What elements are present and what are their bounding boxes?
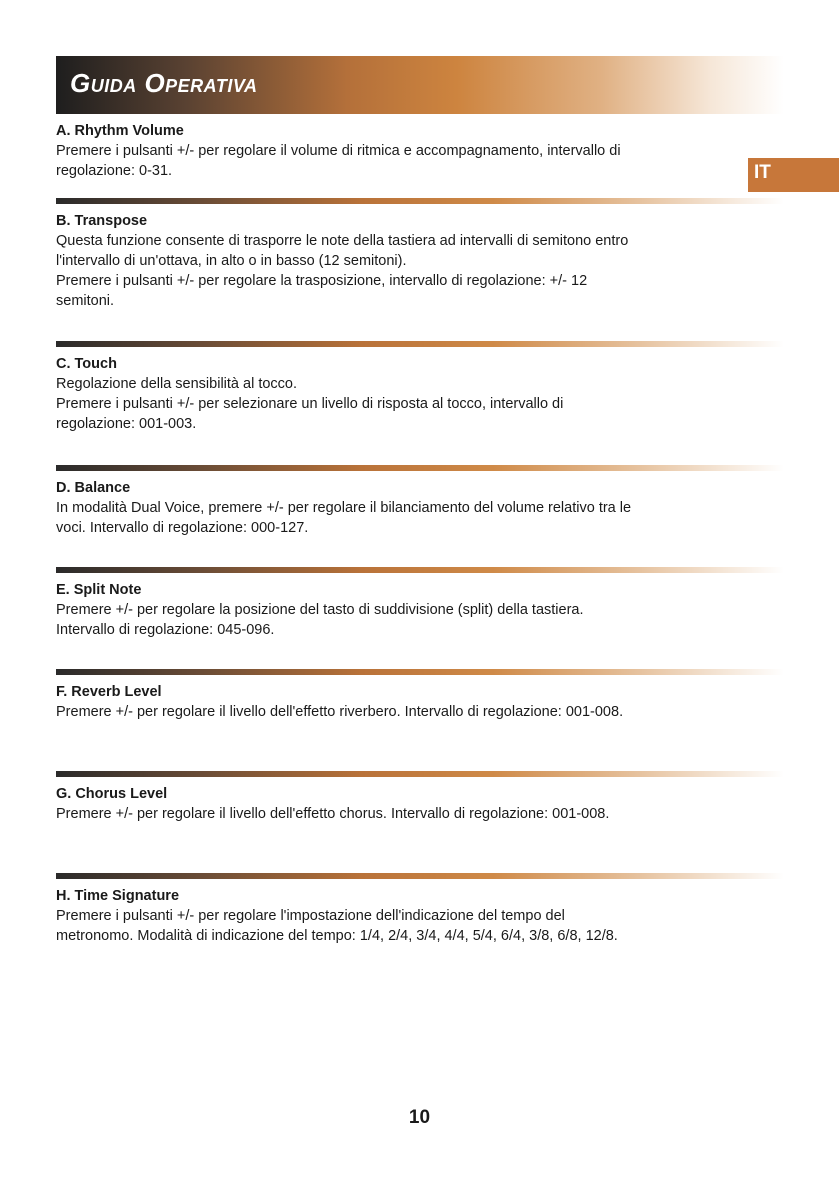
- section-divider: [56, 341, 784, 347]
- section-title: F. Reverb Level: [56, 684, 162, 700]
- section-balance: [56, 478, 736, 538]
- section-text-line: Regolazione della sensibilità al tocco.: [56, 376, 298, 392]
- section-split-note: [56, 580, 736, 640]
- section-divider: [56, 465, 784, 471]
- section-title: D. Balance: [56, 480, 131, 496]
- section-rhythm-volume: [56, 121, 736, 181]
- page-number: 10: [408, 1107, 431, 1128]
- section-text-line: semitoni.: [56, 293, 115, 309]
- section-chorus-level: [56, 784, 736, 824]
- section-text-line: regolazione: 0-31.: [56, 163, 173, 179]
- section-title: B. Transpose: [56, 213, 148, 229]
- section-time-signature: [56, 886, 736, 946]
- section-text-line: Intervallo di regolazione: 045-096.: [56, 622, 275, 638]
- section-title: H. Time Signature: [56, 888, 180, 904]
- section-transpose: [56, 211, 736, 311]
- section-divider: [56, 873, 784, 879]
- section-divider: [56, 771, 784, 777]
- section-text-line: voci. Intervallo di regolazione: 000-127.: [56, 520, 309, 536]
- section-text-line: l'intervallo di un'ottava, in alto o in basso (12 semitoni).: [56, 253, 407, 269]
- section-title: G. Chorus Level: [56, 786, 168, 802]
- section-text-line: Premere +/- per regolare il livello dell'effetto riverbero. Intervallo di regolazione: 001-008.: [56, 704, 624, 720]
- section-divider: [56, 198, 784, 204]
- section-reverb-level: [56, 682, 736, 722]
- section-text-line: metronomo. Modalità di indicazione del tempo: 1/4, 2/4, 3/4, 4/4, 5/4, 6/4, 3/8, 6/8, 12/8.: [56, 928, 618, 944]
- section-text-line: Premere i pulsanti +/- per regolare la trasposizione, intervallo di regolazione: +/- 12: [56, 273, 588, 289]
- section-text-line: regolazione: 001-003.: [56, 416, 197, 432]
- page-title: Guida Operativa: [70, 68, 258, 98]
- language-tab: IT: [748, 158, 839, 192]
- section-text-line: Premere +/- per regolare il livello dell'effetto chorus. Intervallo di regolazione: 001-008.: [56, 806, 610, 822]
- section-title: E. Split Note: [56, 582, 142, 598]
- section-text-line: Premere +/- per regolare la posizione del tasto di suddivisione (split) della tastiera.: [56, 602, 584, 618]
- section-text-line: Premere i pulsanti +/- per regolare il volume di ritmica e accompagnamento, intervallo di: [56, 143, 621, 159]
- section-text-line: Questa funzione consente di trasporre le note della tastiera ad intervalli di semitono entro: [56, 233, 629, 249]
- section-title: C. Touch: [56, 356, 117, 372]
- section-text-line: In modalità Dual Voice, premere +/- per regolare il bilanciamento del volume relativo tra le: [56, 500, 632, 516]
- section-title: A. Rhythm Volume: [56, 123, 184, 139]
- section-divider: [56, 669, 784, 675]
- section-text-line: Premere i pulsanti +/- per selezionare un livello di risposta al tocco, intervallo di: [56, 396, 564, 412]
- header-band: [56, 56, 784, 114]
- section-touch: [56, 354, 736, 434]
- section-text-line: Premere i pulsanti +/- per regolare l'impostazione dell'indicazione del tempo del: [56, 908, 565, 924]
- section-divider: [56, 567, 784, 573]
